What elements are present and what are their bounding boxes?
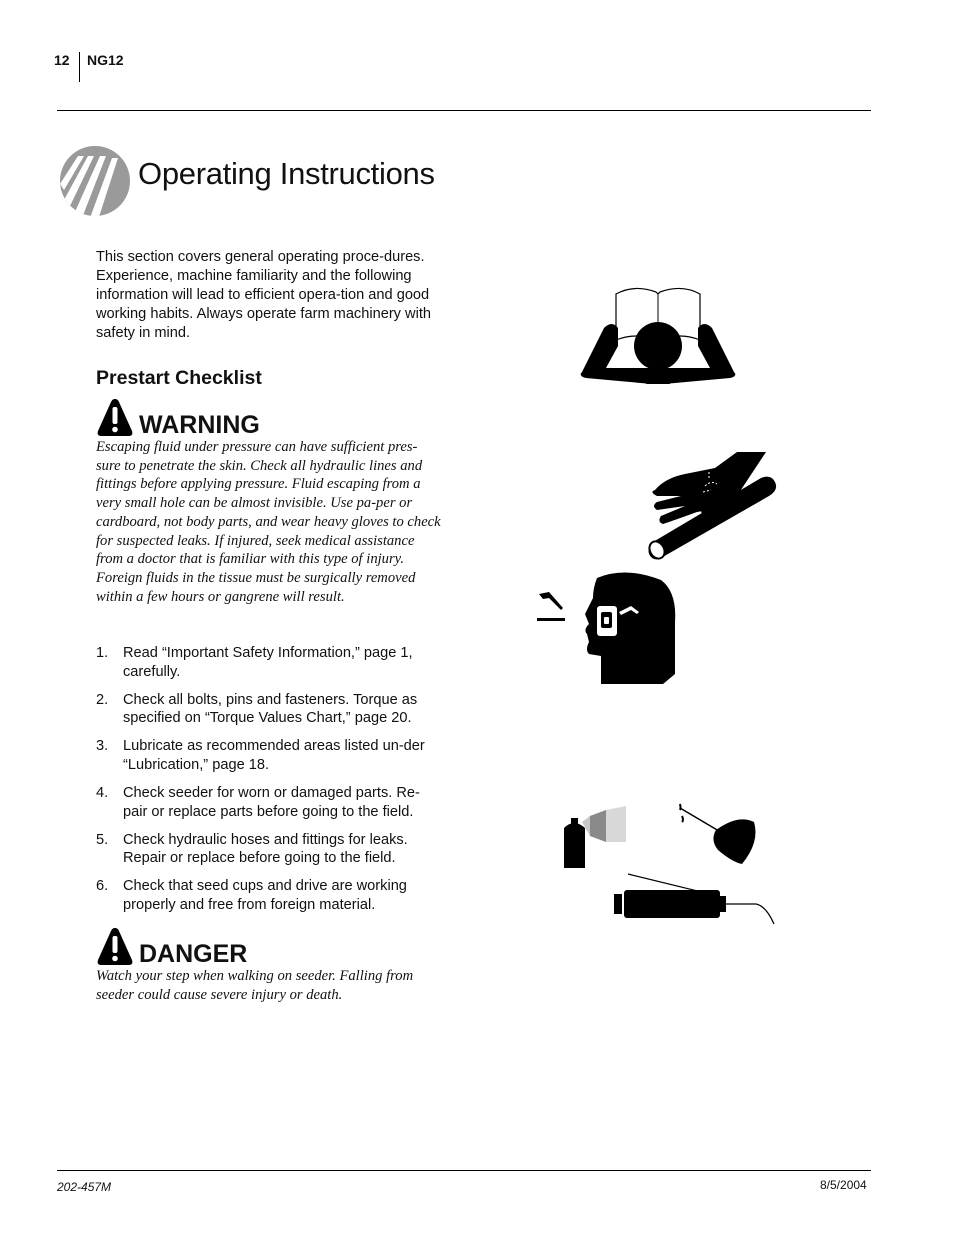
step-number: 1.: [96, 645, 109, 661]
step-text: Check hydraulic hoses and fittings for leaks. Repair or replace before going to the field.: [123, 831, 408, 867]
intro-paragraph: This section covers general operating proce-dures. Experience, machine familiarity and the following information will lead to efficient opera-tion and good working habits. Always operate farm machinery with safety in mind.: [96, 249, 431, 341]
step-text: Check that seed cups and drive are working properly and free from foreign material.: [123, 878, 407, 914]
step-number: 2.: [96, 691, 109, 708]
lubrication-tools-icon: [560, 800, 780, 930]
danger-label: DANGER: [139, 940, 248, 968]
step-number: 6.: [96, 878, 109, 895]
model-name: NG12: [87, 52, 124, 68]
safety-glasses-head-icon: [535, 570, 680, 688]
read-manual-icon: [578, 280, 738, 388]
document-number: 202-457M: [57, 1180, 112, 1194]
list-item: [96, 877, 441, 914]
hydraulic-leak-hand-icon: [645, 450, 780, 560]
step-text: Check all bolts, pins and fasteners. Torque as specified on “Torque Values Chart,” page 20.: [123, 691, 418, 727]
brand-logo-icon: [58, 144, 132, 218]
top-rule: [57, 110, 871, 111]
list-item: [96, 737, 441, 774]
bottom-rule: [57, 1170, 871, 1171]
section-title: Operating Instructions: [138, 156, 435, 191]
document-date: 8/5/2004: [820, 1178, 867, 1192]
list-item: [96, 831, 441, 868]
warning-triangle-icon: [96, 397, 134, 437]
header-divider: [79, 52, 80, 82]
warning-text: Escaping fluid under pressure can have sufficient pres-sure to penetrate the skin. Check all hydraulic lines and fittings before applying pressure. Fluid escaping from a very small hole can be almost invisible. Use pa-per or cardboard, not body parts, and wear heavy gloves to check for suspected leaks. If injured, seek medical assistance from a doctor that is familiar with this type of injury. Foreign fluids in the tissue must be surgically removed within a few hours or gangrene will result.: [96, 439, 441, 605]
warning-triangle-icon: [96, 926, 134, 966]
prestart-checklist: [96, 644, 441, 924]
step-text: Read “Important Safety Information,” page 1, carefully.: [123, 645, 413, 680]
list-item: [96, 644, 441, 681]
warning-heading: [96, 397, 260, 437]
step-number: 3.: [96, 738, 109, 755]
warning-label: WARNING: [139, 411, 260, 439]
checklist-heading: Prestart Checklist: [96, 367, 262, 389]
danger-heading: [96, 926, 247, 966]
step-number: 5.: [96, 831, 109, 848]
step-number: 4.: [96, 785, 109, 802]
danger-text: Watch your step when walking on seeder. Falling from seeder could cause severe injury or death.: [96, 968, 414, 1003]
page-number: 12: [54, 52, 70, 68]
list-item: [96, 691, 441, 728]
step-text: Check seeder for worn or damaged parts. Re-pair or replace parts before going to the field.: [123, 785, 420, 820]
list-item: [96, 784, 441, 821]
step-text: Lubricate as recommended areas listed un-der “Lubrication,” page 18.: [123, 738, 425, 773]
